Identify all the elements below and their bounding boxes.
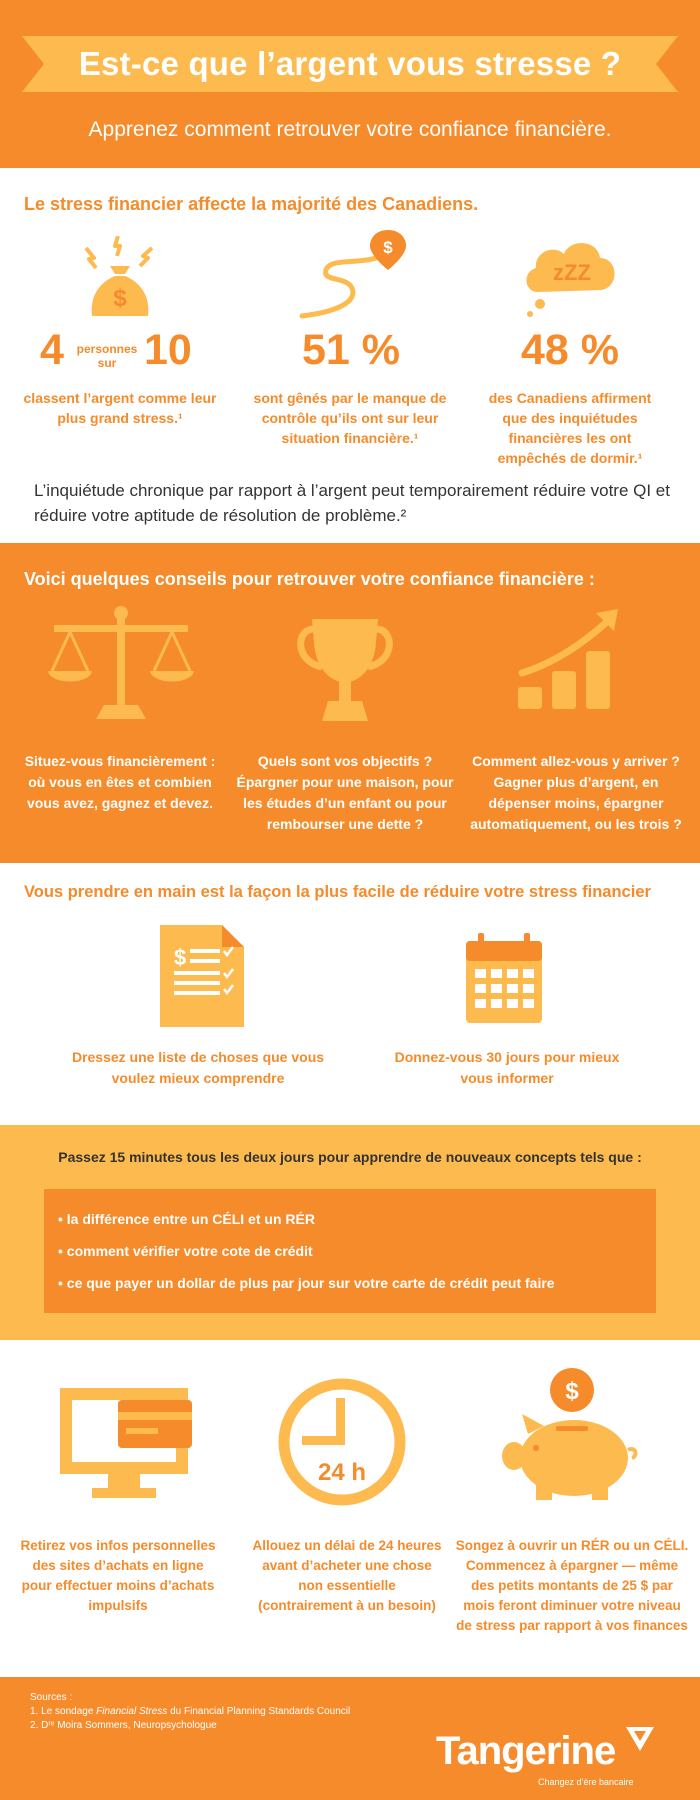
stat1-number-10: 10	[144, 326, 192, 374]
stats-section	[0, 168, 700, 543]
learn-heading: Passez 15 minutes tous les deux jours pour apprendre de nouveaux concepts tels que :	[58, 1149, 642, 1165]
money-bag-icon	[72, 236, 168, 320]
learn-section	[0, 1125, 700, 1340]
stat3-text: des Canadiens affirment que des inquiétudes financières les ont empêchés de dormir.¹	[488, 390, 652, 466]
source1-prefix: 1. Le sondage	[30, 1706, 94, 1717]
tip1-text: Situez-vous financièrement : où vous en êtes et combien vous avez, gagnez et devez.	[24, 753, 216, 811]
title-banner	[22, 36, 678, 92]
tip2-text: Quels sont vos objectifs ? Épargner pour une maison, pour les études d’un enfant ou pour rembourser une dette ?	[236, 753, 454, 832]
checklist-document-icon	[160, 925, 244, 1027]
page-subtitle: Apprenez comment retrouver votre confiance financière.	[88, 118, 612, 141]
path-pin-icon	[296, 228, 406, 324]
svg-text:$: $	[113, 285, 127, 312]
svg-text:$: $	[565, 1378, 579, 1405]
tips-heading: Voici quelques conseils pour retrouver votre confiance financière :	[24, 569, 595, 589]
source-2: 2. Dʳᵉ Moira Sommers, Neuropsychologue	[30, 1720, 217, 1731]
control2-text: Donnez-vous 30 jours pour mieux vous informer	[394, 1049, 620, 1086]
learn-item: • ce que payer un dollar de plus par jour sur votre carte de crédit peut faire	[58, 1275, 555, 1291]
tangerine-logo: Tangerine	[436, 1729, 616, 1773]
clock-icon	[276, 1376, 408, 1508]
sleep-cloud-icon	[520, 230, 620, 320]
piggy-bank-icon	[500, 1366, 640, 1500]
control-section	[0, 863, 700, 1125]
control1-text: Dressez une liste de choses que vous voulez mieux comprendre	[71, 1049, 325, 1086]
stat2-number: 51 %	[301, 326, 400, 374]
bottom3-text: Songez à ouvrir un RÉR ou un CÉLI. Commencez à épargner — même des petits montants de 25 $ par mois feront diminuer votre niveau de stress par rapport à vos finances	[455, 1538, 689, 1633]
balance-scale-icon	[46, 605, 196, 725]
bottom2-text: Allouez un délai de 24 heures avant d’acheter une chose non essentielle (contrairement à un besoin)	[252, 1538, 442, 1613]
stat1-connector: personnes sur	[76, 342, 138, 370]
trophy-icon	[290, 615, 400, 727]
bottom1-text: Retirez vos infos personnelles des sites d’achats en ligne pour effectuer moins d’achats impulsifs	[20, 1538, 216, 1613]
source1-title: Financial Stress	[96, 1706, 168, 1717]
learn-item: • comment vérifier votre cote de crédit	[58, 1243, 313, 1259]
source1-suffix: du Financial Planning Standards Council	[170, 1706, 351, 1717]
sources-label: Sources :	[30, 1692, 73, 1703]
growth-chart-icon	[514, 603, 634, 713]
learn-list	[44, 1189, 656, 1313]
calendar-icon	[466, 933, 542, 1023]
clock-label: 24 h	[317, 1459, 367, 1486]
learn-item: • la différence entre un CÉLI et un RÉR	[58, 1211, 315, 1227]
stat3-number: 48 %	[520, 326, 619, 374]
bottom-tips-section	[0, 1340, 700, 1677]
page-title: Est-ce que l’argent vous stresse ?	[78, 45, 622, 82]
source-1	[30, 1705, 350, 1719]
svg-text:$: $	[174, 945, 187, 970]
stat2-text: sont gênés par le manque de contrôle qu’ils ont sur leur situation financière.¹	[253, 390, 447, 446]
stat1-text: classent l’argent comme leur plus grand stress.¹	[23, 390, 217, 426]
stat1-number-4: 4	[40, 326, 64, 374]
footer	[0, 1677, 700, 1800]
stats-heading: Le stress financier affecte la majorité des Canadiens.	[24, 194, 479, 214]
sleep-label: zZZ	[553, 260, 591, 285]
computer-card-icon	[56, 1384, 192, 1504]
header	[0, 0, 700, 168]
tips-section	[0, 543, 700, 863]
iq-note: L’inquiétude chronique par rapport à l’argent peut temporairement réduire votre QI et réduire votre aptitude de résolution de problème.²	[34, 481, 670, 525]
control-heading: Vous prendre en main est la façon la plus facile de réduire votre stress financier	[24, 883, 651, 901]
svg-text:$: $	[383, 238, 393, 257]
tangerine-mark-icon	[626, 1727, 654, 1751]
tagline: Changez d’ère bancaire	[538, 1777, 634, 1787]
tip3-text: Comment allez-vous y arriver ? Gagner plus d’argent, en dépenser moins, épargner automatiquement, ou les trois ?	[470, 753, 682, 832]
